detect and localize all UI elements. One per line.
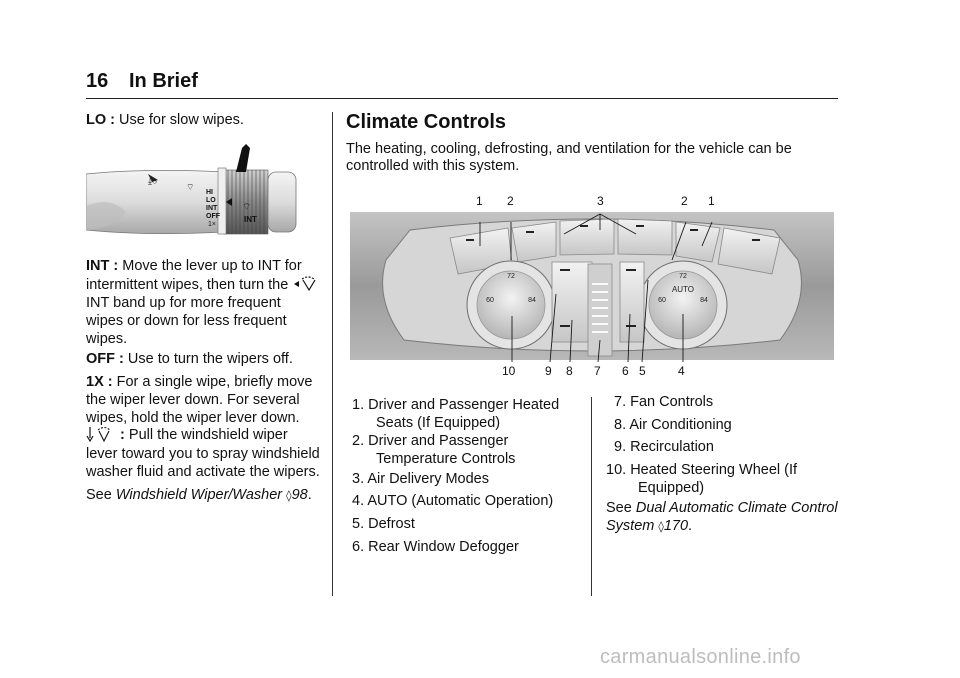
legend-text: Driver and Passenger Heated — [368, 397, 560, 413]
off-text: Use to turn the wipers off. — [127, 351, 293, 367]
off-label: OFF : — [86, 351, 124, 367]
left-knob-top-label: 72 — [507, 273, 515, 280]
callout-bottom-4: 4 — [678, 364, 685, 378]
legend-text: Recirculation — [630, 439, 714, 455]
climate-control-panel-diagram — [350, 190, 834, 380]
washer-line3: washer fluid and activate the wipers. — [86, 464, 320, 480]
wiper-hi-label: HI — [206, 189, 213, 196]
see-page-climate[interactable]: 170 — [663, 518, 689, 534]
svg-text:⌔: ⌔ — [242, 202, 252, 213]
onex-paragraph — [86, 373, 312, 391]
int-rest-1: INT band up for more frequent — [86, 295, 281, 311]
legend-item-1 — [352, 396, 559, 432]
legend-item-8 — [614, 416, 732, 434]
legend-text-cont: Seats (If Equipped) — [376, 415, 501, 431]
legend-item-5 — [352, 515, 415, 533]
legend-num: 2. — [352, 433, 365, 449]
callout-bottom-9: 9 — [545, 364, 552, 378]
legend-item-9 — [614, 438, 714, 456]
onex-line2: the wiper lever down. For several — [86, 392, 300, 408]
washer-line2: lever toward you to spray windshield — [86, 446, 320, 462]
climate-controls-heading: Climate Controls — [346, 111, 507, 133]
wiper-see-reference — [86, 486, 312, 505]
knurl-int-label: INT — [244, 215, 257, 224]
right-knob-left-label: 60 — [658, 297, 666, 304]
legend-text: Fan Controls — [630, 394, 714, 410]
legend-item-4 — [352, 492, 553, 510]
lo-paragraph — [86, 111, 244, 129]
column-divider-left — [332, 112, 333, 596]
climate-intro-line2: controlled with this system. — [346, 158, 520, 174]
callout-top-1-right: 1 — [708, 194, 715, 208]
see-link-wiper[interactable]: Windshield Wiper/Washer — [115, 487, 283, 503]
callout-top-2-left: 2 — [507, 194, 514, 208]
climate-see-reference-line2 — [606, 517, 692, 536]
legend-num: 10. — [606, 462, 627, 478]
int-paragraph — [86, 257, 302, 275]
int-line1: Move the lever up to INT for — [122, 258, 302, 274]
see-link-climate-cont[interactable]: System — [606, 518, 655, 534]
legend-text: Air Conditioning — [629, 417, 732, 433]
wiper-lo-label: LO — [206, 197, 216, 204]
page-ref-icon: ◊ — [658, 520, 664, 533]
washer-paragraph — [86, 425, 288, 444]
legend-text: Driver and Passenger — [368, 433, 509, 449]
lo-label: LO : — [86, 112, 115, 128]
legend-text: AUTO (Automatic Operation) — [367, 493, 554, 509]
page-ref-icon: ◊ — [286, 489, 292, 502]
int-rest-2: wipes or down for less frequent — [86, 313, 287, 329]
legend-text-cont: Equipped) — [638, 480, 705, 496]
callout-bottom-7: 7 — [594, 364, 601, 378]
wiper-mark-icon: ⤓⌔ — [148, 177, 158, 187]
left-knob-left-label: 60 — [486, 297, 494, 304]
climate-see-reference — [606, 499, 838, 517]
lo-text: Use for slow wipes. — [119, 112, 244, 128]
left-knob-right-label: 84 — [528, 297, 536, 304]
callout-bottom-8: 8 — [566, 364, 573, 378]
callout-top-2-right: 2 — [681, 194, 688, 208]
section-title: In Brief — [129, 70, 198, 92]
climate-intro-line1: The heating, cooling, defrosting, and ventilation for the vehicle can be — [346, 141, 792, 157]
legend-num: 3. — [352, 471, 365, 487]
washer-label: : — [120, 427, 125, 443]
legend-text: Air Delivery Modes — [367, 471, 489, 487]
legend-text: Defrost — [368, 516, 415, 532]
int-line2-row — [86, 276, 318, 294]
legend-num: 7. — [614, 394, 627, 410]
int-wiper-icon — [292, 276, 318, 292]
legend-num: 6. — [352, 539, 365, 555]
legend-text-cont: Temperature Controls — [376, 451, 516, 467]
callout-top-3: 3 — [597, 194, 604, 208]
watermark-text: carmanualsonline.info — [600, 646, 801, 668]
header-rule — [86, 98, 838, 99]
page-number: 16 — [86, 70, 109, 92]
column-divider-list — [591, 397, 592, 596]
legend-num: 9. — [614, 439, 627, 455]
washer-line1: Pull the windshield wiper — [128, 427, 288, 443]
wiper-1x-label: 1× — [208, 221, 216, 228]
legend-num: 4. — [352, 493, 365, 509]
see-prefix: See — [86, 487, 112, 503]
callout-bottom-10: 10 — [502, 364, 516, 378]
callout-bottom-6: 6 — [622, 364, 629, 378]
callout-bottom-5: 5 — [639, 364, 646, 378]
see-prefix: See — [606, 500, 632, 516]
int-rest-3: wipes. — [86, 331, 128, 347]
onex-line3: wipes, hold the wiper lever down. — [86, 410, 300, 426]
int-line2: intermittent wipes, then turn the — [86, 277, 289, 293]
legend-item-6 — [352, 538, 519, 556]
wiper-icon: ⌔ — [186, 183, 195, 193]
washer-spray-icon — [86, 425, 116, 443]
legend-text: Rear Window Defogger — [368, 539, 519, 555]
off-paragraph — [86, 350, 293, 368]
legend-num: 5. — [352, 516, 365, 532]
see-link-climate[interactable]: Dual Automatic Climate Control — [635, 500, 838, 516]
legend-item-2 — [352, 432, 515, 468]
onex-line1: For a single wipe, briefly move — [116, 374, 313, 390]
wiper-int-label: INT — [206, 205, 218, 212]
int-label: INT : — [86, 258, 119, 274]
right-knob-top-label: 72 — [679, 273, 687, 280]
legend-item-7 — [614, 393, 713, 411]
legend-item-3 — [352, 470, 489, 488]
wiper-off-label: OFF — [206, 213, 220, 220]
onex-label: 1X : — [86, 374, 113, 390]
wiper-lever-illustration — [86, 144, 298, 242]
legend-text: Heated Steering Wheel (If — [630, 462, 798, 478]
right-knob-auto-label: AUTO — [671, 285, 695, 294]
callout-top-1-left: 1 — [476, 194, 483, 208]
see-suffix: . — [307, 487, 312, 503]
right-knob-right-label: 84 — [700, 297, 708, 304]
see-suffix: . — [688, 518, 693, 534]
legend-num: 1. — [352, 397, 365, 413]
legend-num: 8. — [614, 417, 627, 433]
legend-item-10 — [606, 461, 797, 497]
see-page-wiper[interactable]: 98 — [291, 487, 308, 503]
